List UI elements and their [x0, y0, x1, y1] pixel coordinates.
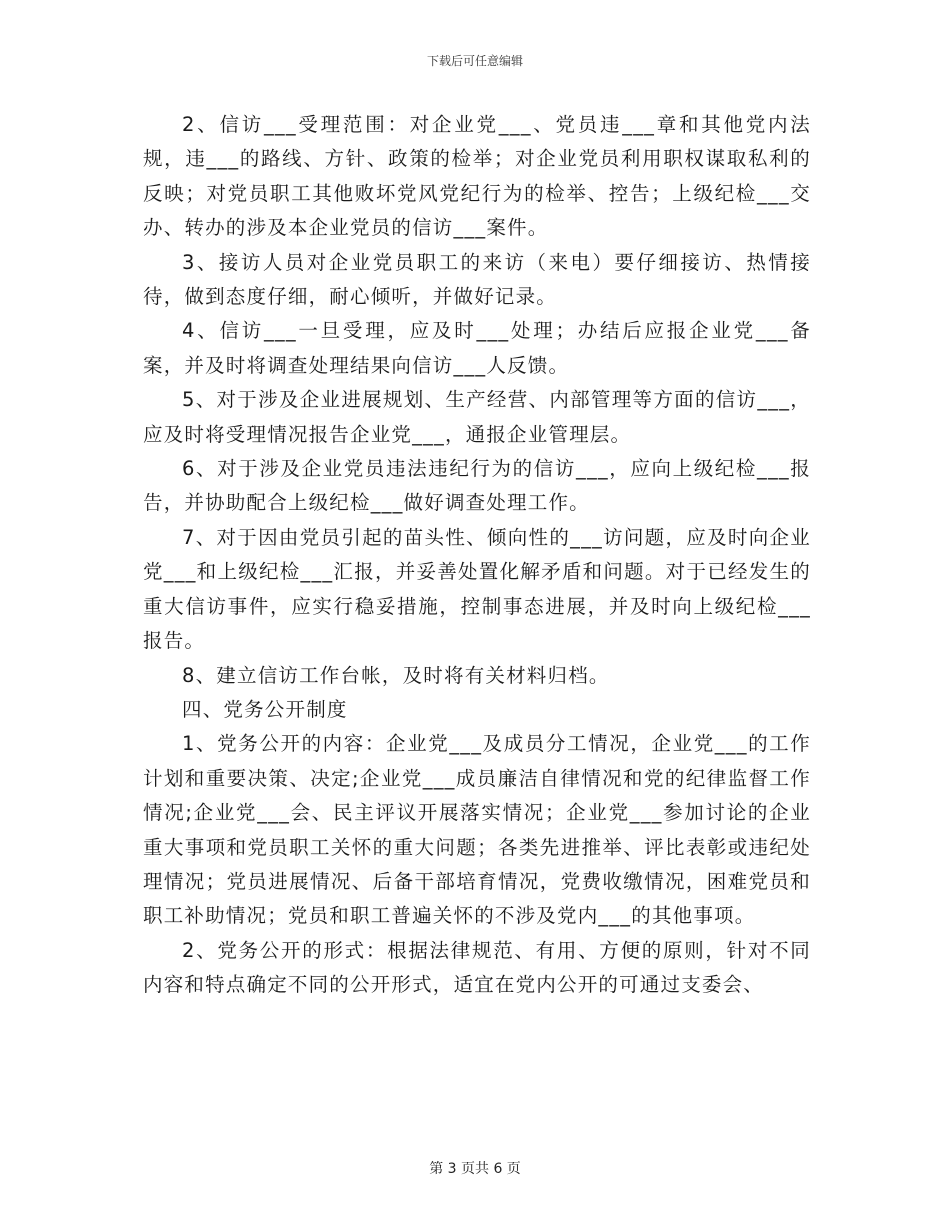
- paragraph-item-7: 7、对于因由党员引起的苗头性、倾向性的___访问题，应及时向企业党___和上级纪检___汇报，并妥善处置化解矛盾和问题。对于已经发生的重大信访事件，应实行稳妥措施，控制事态进展，并及时向上级纪检___报告。: [143, 525, 811, 653]
- paragraph-item-3: 3、接访人员对企业党员职工的来访（来电）要仔细接访、热情接待，做到态度仔细，耐心倾听，并做好记录。: [143, 250, 811, 309]
- page-header: 下载后可任意编辑: [426, 54, 523, 68]
- paragraph-item-8: 8、建立信访工作台帐，及时将有关材料归档。: [182, 663, 610, 687]
- section-heading: 四、党务公开制度: [182, 697, 348, 721]
- paragraph-disclosure-form: 2、党务公开的形式：根据法律规范、有用、方便的原则，针对不同内容和特点确定不同的公开形式，适宜在党内公开的可通过支委会、: [143, 938, 811, 997]
- paragraph-item-2: 2、信访___受理范围：对企业党___、党员违___章和其他党内法规，违___的路线、方针、政策的检举；对企业党员利用职权谋取私利的反映；对党员职工其他败坏党风党纪行为的检举、控告；上级纪检___交办、转办的涉及本企业党员的信访___案件。: [143, 113, 811, 240]
- paragraph-item-4: 4、信访___一旦受理，应及时___处理；办结后应报企业党___备案，并及时将调查处理结果向信访___人反馈。: [143, 319, 811, 377]
- paragraph-item-5: 5、对于涉及企业进展规划、生产经营、内部管理等方面的信访___，应及时将受理情况报告企业党___，通报企业管理层。: [143, 388, 811, 446]
- page-number: 第 3 页共 6 页: [429, 1161, 521, 1177]
- document-body: [143, 108, 811, 1003]
- paragraph-item-6: 6、对于涉及企业党员违法违纪行为的信访___，应向上级纪检___报告，并协助配合上级纪检___做好调查处理工作。: [143, 457, 811, 515]
- paragraph-disclosure-content: 1、党务公开的内容：企业党___及成员分工情况，企业党___的工作计划和重要决策、决定;企业党___成员廉洁自律情况和党的纪律监督工作情况;企业党___会、民主评议开展落实情况；企业党___参加讨论的企业重大事项和党员职工关怀的重大问题；各类先进推举、评比表彰或违纪处理情况；党员进展情况、后备干部培育情况，党费收缴情况，困难党员和职工补助情况；党员和职工普遍关怀的不涉及党内___的其他事项。: [143, 732, 811, 928]
